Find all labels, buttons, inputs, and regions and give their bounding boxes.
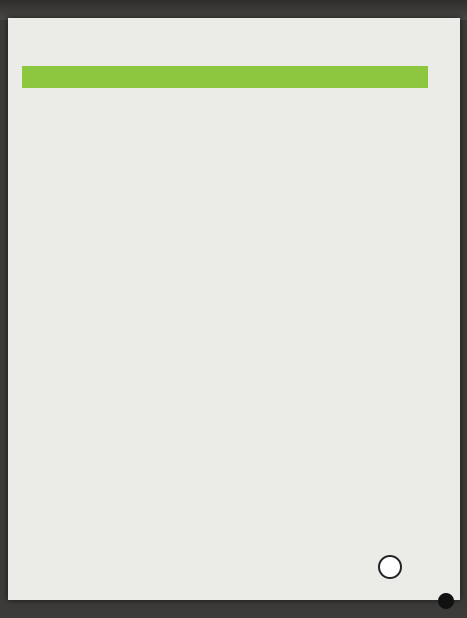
spiral-binding (8, 58, 22, 618)
table-header (22, 66, 428, 88)
background-desk (0, 0, 467, 20)
contents-number-badge (378, 555, 402, 579)
book-page (8, 18, 460, 600)
page-number (438, 593, 454, 609)
